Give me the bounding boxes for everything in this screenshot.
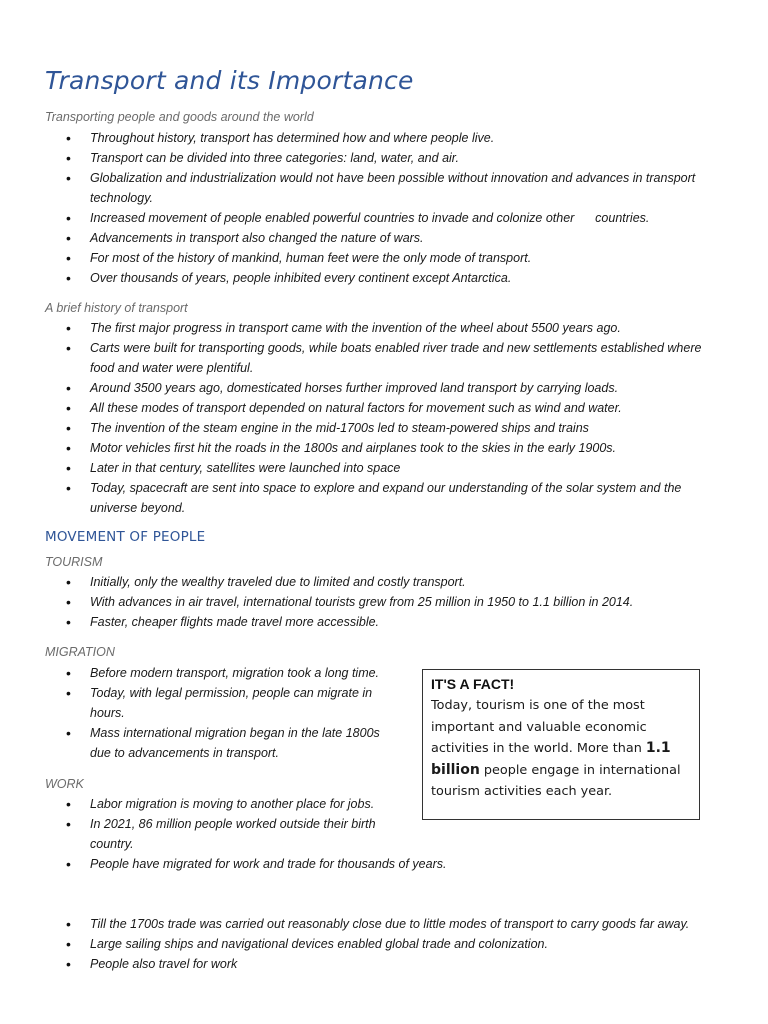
fact-highlight: 1.1 billion (431, 740, 671, 778)
list-item: • Transport can be divided into three categories: land, water, and air. (0, 148, 720, 168)
section-heading-tourism: TOURISM (45, 555, 103, 569)
list-item: • Motor vehicles first hit the roads in the 1800s and airplanes took to the skies in the early 1900s. (0, 438, 722, 458)
tourism-list (0, 572, 720, 632)
section-heading-work: WORK (45, 777, 84, 791)
work-list-a (0, 794, 395, 854)
fact-text-after: people engage in international tourism activities each year. (431, 762, 681, 799)
list-item: • Advancements in transport also changed the nature of wars. (0, 228, 720, 248)
fact-text-before: Today, tourism is one of the most important and valuable economic activities in the world. More than (431, 698, 647, 756)
list-item: • Labor migration is moving to another place for jobs. (0, 794, 395, 814)
page-title: Transport and its Importance (45, 66, 414, 95)
list-item: • Later in that century, satellites were launched into space (0, 458, 722, 478)
trade-list (0, 914, 720, 974)
list-item: • Carts were built for transporting goods, while boats enabled river trade and new settlements established where food and water were plentiful. (0, 338, 722, 378)
list-item: • Today, with legal permission, people can migrate in hours. (0, 683, 395, 723)
section-heading-movement: MOVEMENT OF PEOPLE (45, 529, 206, 545)
list-item: • Faster, cheaper flights made travel more accessible. (0, 612, 720, 632)
list-item: • Initially, only the wealthy traveled due to limited and costly transport. (0, 572, 720, 592)
list-item: • Today, spacecraft are sent into space to explore and expand our understanding of the solar system and the universe beyond. (0, 478, 722, 518)
migration-list (0, 663, 395, 763)
list-item: • With advances in air travel, international tourists grew from 25 million in 1950 to 1.1 billion in 2014. (0, 592, 720, 612)
list-item: • People also travel for work (0, 954, 720, 974)
fact-box-text (431, 695, 691, 803)
list-item: • Around 3500 years ago, domesticated horses further improved land transport by carrying loads. (0, 378, 722, 398)
list-item: • Globalization and industrialization would not have been possible without innovation and advances in transport technology. (0, 168, 720, 208)
list-item: • Over thousands of years, people inhibited every continent except Antarctica. (0, 268, 720, 288)
section-heading-history: A brief history of transport (45, 301, 188, 315)
list-item: • Mass international migration began in the late 1800s due to advancements in transport. (0, 723, 395, 763)
list-item: • For most of the history of mankind, human feet were the only mode of transport. (0, 248, 720, 268)
history-list (0, 318, 722, 518)
section-heading-migration: MIGRATION (45, 645, 115, 659)
fact-box-title: IT'S A FACT! (431, 676, 515, 692)
work-list-b (0, 854, 720, 874)
list-item: • Before modern transport, migration took a long time. (0, 663, 395, 683)
list-item: • All these modes of transport depended on natural factors for movement such as wind and water. (0, 398, 722, 418)
fact-box (422, 669, 700, 820)
intro-list (0, 128, 720, 288)
list-item: • In 2021, 86 million people worked outside their birth country. (0, 814, 395, 854)
section-heading-intro: Transporting people and goods around the world (45, 110, 314, 124)
list-item: • The first major progress in transport came with the invention of the wheel about 5500 years ago. (0, 318, 722, 338)
list-item: • People have migrated for work and trade for thousands of years. (0, 854, 720, 874)
list-item: • Increased movement of people enabled powerful countries to invade and colonize other countries. (0, 208, 720, 228)
list-item: • Till the 1700s trade was carried out reasonably close due to little modes of transport to carry goods far away. (0, 914, 720, 934)
list-item: • Throughout history, transport has determined how and where people live. (0, 128, 720, 148)
list-item: • Large sailing ships and navigational devices enabled global trade and colonization. (0, 934, 720, 954)
list-item: • The invention of the steam engine in the mid-1700s led to steam-powered ships and trains (0, 418, 722, 438)
